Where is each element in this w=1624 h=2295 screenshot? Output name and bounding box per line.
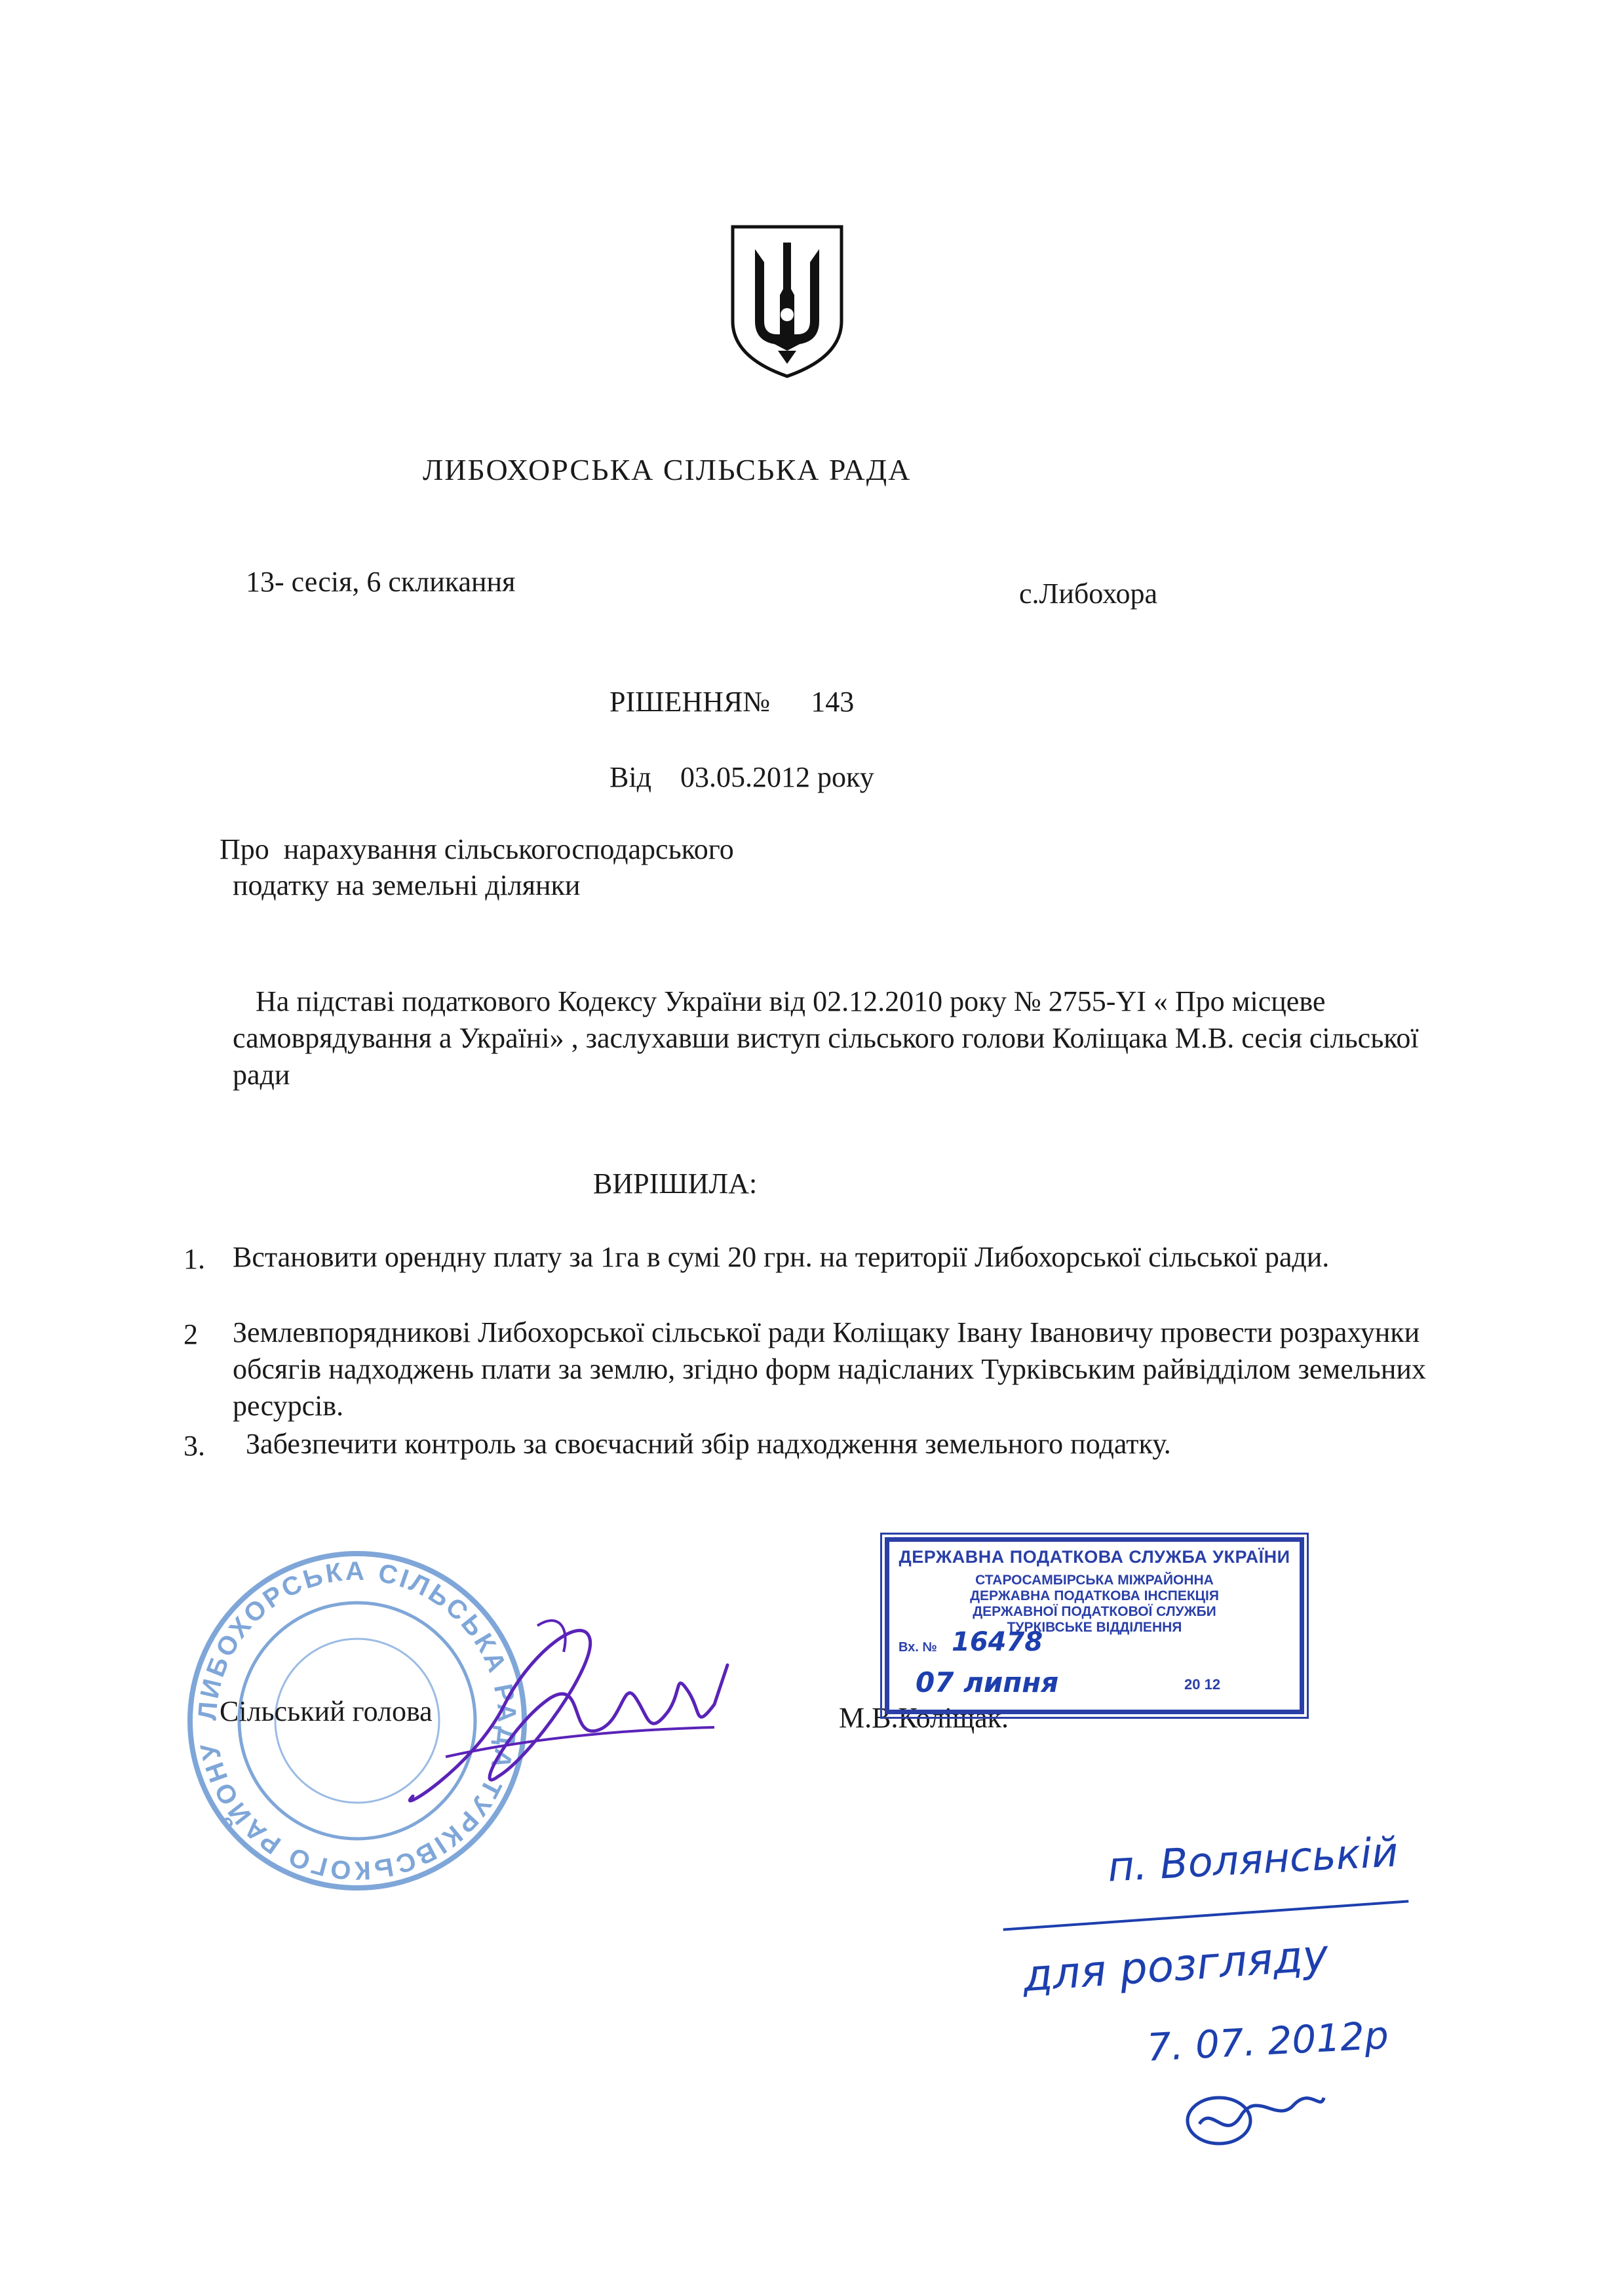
- item-number: 3.: [184, 1430, 205, 1462]
- stamp-reg-number: 16478: [952, 1627, 1043, 1657]
- trident-coat-of-arms-icon: [729, 223, 845, 380]
- stamp-line-1: ДЕРЖАВНА ПОДАТКОВА СЛУЖБА УКРАЇНИ: [899, 1547, 1290, 1567]
- item-text: Забезпечити контроль за своєчасний збір надходження земельного податку.: [246, 1428, 1171, 1460]
- decision-date: Від 03.05.2012 року: [609, 761, 874, 793]
- stamp-line-5: ТУРКІВСЬКЕ ВІДДІЛЕННЯ: [1007, 1620, 1182, 1635]
- resolution-note-line-1: п. Волянській: [1106, 1828, 1400, 1891]
- stamp-year: 20 12: [1184, 1676, 1221, 1693]
- stamp-line-4: ДЕРЖАВНОЇ ПОДАТКОВОЇ СЛУЖБИ: [973, 1604, 1216, 1619]
- decision-title: [609, 685, 854, 720]
- decision-title-label: РІШЕННЯ№: [609, 686, 771, 718]
- council-name: ЛИБОХОРСЬКА СІЛЬСЬКА РАДА: [423, 453, 912, 486]
- tax-service-stamp: [885, 1537, 1304, 1714]
- item-text: Землевпорядникові Либохорської сільської ради Коліщаку Івану Івановичу провести розрахунки обсягів надходжень плати за землю, згідно форм надісланих Турківським райвідділом земельних ресурсів.: [233, 1316, 1426, 1422]
- place-name: с.Либохора: [1019, 578, 1158, 610]
- preamble-paragraph: На підставі податкового Кодексу України від 02.12.2010 року № 2755-YI « Про місцеве самоврядування а Україні» , заслухавши виступ сільського голови Коліщака М.В. сесія сільської ради: [233, 985, 1419, 1091]
- subject-line-1: Про нарахування сільськогосподарського: [220, 833, 734, 865]
- round-seal-text: ЛИБОХОРСЬКА СІЛЬСЬКА РАДА ТУРКІВСЬКОГО РАЙОНУ: [193, 1556, 522, 1885]
- item-number: 1.: [184, 1243, 205, 1275]
- decision-number: 143: [811, 686, 855, 718]
- stamp-reg-date: 07 липня: [916, 1666, 1059, 1698]
- signature-name: М.В.Коліщак.: [839, 1702, 1009, 1734]
- subject-line-2: податку на земельні ділянки: [233, 869, 581, 901]
- stamp-reg-label: Вх. №: [899, 1640, 937, 1655]
- stamp-line-2: СТАРОСАМБІРСЬКА МІЖРАЙОННА: [975, 1573, 1214, 1588]
- resolution-note-line-2: для розгляду: [1020, 1929, 1330, 2002]
- resolution-note-line-3: 7. 07. 2012р: [1146, 2012, 1390, 2070]
- item-number: 2: [184, 1318, 198, 1350]
- initials-mark: [1180, 2085, 1330, 2157]
- item-text: Встановити орендну плату за 1га в сумі 20 грн. на території Либохорської сільської ради.: [233, 1241, 1330, 1273]
- stamp-line-3: ДЕРЖАВНА ПОДАТКОВА ІНСПЕКЦІЯ: [970, 1588, 1219, 1603]
- signature-role: Сільський голова: [220, 1695, 433, 1727]
- note-underline: [1003, 1900, 1409, 1931]
- resolved-heading: ВИРІШИЛА:: [593, 1167, 758, 1200]
- session-info: 13- сесія, 6 скликання: [246, 566, 516, 598]
- handwritten-signature: [374, 1599, 741, 1822]
